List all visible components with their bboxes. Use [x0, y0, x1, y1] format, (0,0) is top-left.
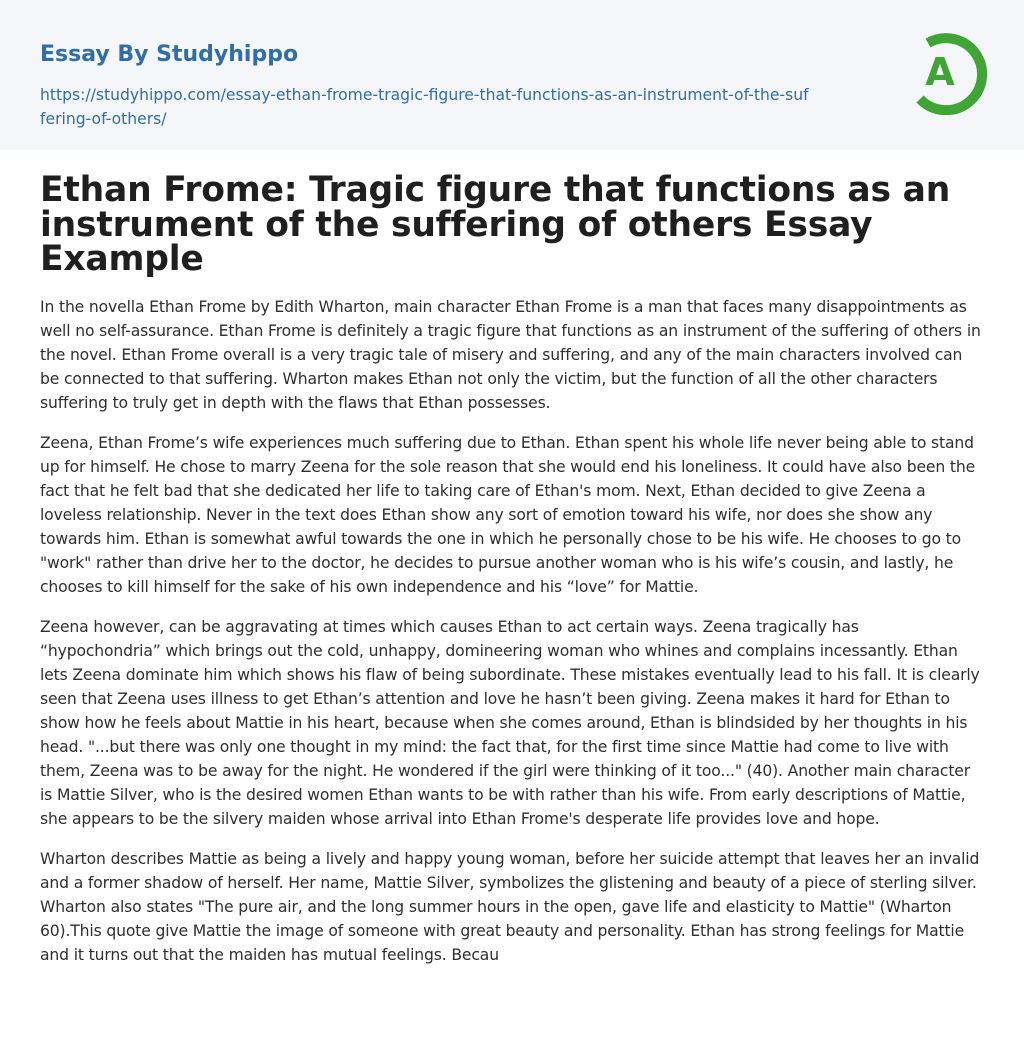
logo-letter: A	[925, 50, 955, 94]
essay-content	[0, 170, 1024, 967]
essay-paragraph: Wharton describes Mattie as being a lively and happy young woman, before her suicide attempt that leaves her an invalid and a former shadow of herself. Her name, Mattie Silver, symbolizes the glistening and beauty of a piece of sterling silver. Wharton also states "The pure air, and the long summer hours in the open, gave life and elasticity to Mattie" (Wharton 60).This quote give Mattie the image of someone with great beauty and personality. Ethan has strong feelings for Mattie and it turns out that the maiden has mutual feelings. Becau	[40, 849, 980, 964]
essay-paragraph: Zeena however, can be aggravating at times which causes Ethan to act certain ways. Zeena tragically has “hypochondria” which brings out the cold, unhappy, domineering woman who whines and complains incessantly. Ethan lets Zeena dominate him which shows his flaw of being subordinate. These mistakes eventually lead to his fall. It is clearly seen that Zeena uses illness to get Ethan’s attention and love he hasn’t been giving. Zeena makes it hard for Ethan to show how he feels about Mattie in his heart, because when she comes around, Ethan is blindsided by her thoughts in his head. "...but there was only one thought in my mind: the fact that, for the first time since Mattie had come to live with them, Zeena was to be away for the night. He wondered if the girl were thinking of it too..." (40). Another main character is Mattie Silver, who is the desired women Ethan wants to be with rather than his wife. From early descriptions of Mattie, she appears to be the silvery maiden whose arrival into Ethan Frome's desperate life provides love and hope.	[40, 617, 980, 828]
studyhippo-logo-icon[interactable]	[904, 29, 988, 115]
essay-paragraph: Zeena, Ethan Frome’s wife experiences much suffering due to Ethan. Ethan spent his whole life never being able to stand up for himself. He chose to marry Zeena for the sole reason that she would end his loneliness. It could have also been the fact that he felt bad that she dedicated her life to taking care of Ethan's mom. Next, Ethan decided to give Zeena a loveless relationship. Never in the text does Ethan show any sort of emotion toward his wife, nor does she show any towards him. Ethan is somewhat awful towards the one in which he personally chose to be his wife. He chooses to go to "work" rather than drive her to the doctor, he decides to pursue another woman who is his wife’s cousin, and lastly, he chooses to kill himself for the sake of his own independence and his “love” for Mattie.	[40, 433, 976, 596]
site-name[interactable]: Essay By Studyhippo	[40, 42, 299, 67]
essay-paragraph: In the novella Ethan Frome by Edith Wharton, main character Ethan Frome is a man that faces many disappointments as well no self-assurance. Ethan Frome is definitely a tragic figure that functions as an instrument of the suffering of others in the novel. Ethan Frome overall is a very tragic tale of misery and suffering, and any of the main characters involved can be connected to that suffering. Wharton makes Ethan not only the victim, but the function of all the other characters suffering to truly get in depth with the flaws that Ethan possesses.	[40, 297, 981, 412]
site-header	[0, 0, 1024, 150]
essay-url-link[interactable]: https://studyhippo.com/essay-ethan-frome-tragic-figure-that-functions-as-an-instrument-of-the-suffering-of-others/	[40, 86, 809, 128]
essay-title: Ethan Frome: Tragic figure that functions as an instrument of the suffering of others Essay Example	[40, 170, 951, 279]
